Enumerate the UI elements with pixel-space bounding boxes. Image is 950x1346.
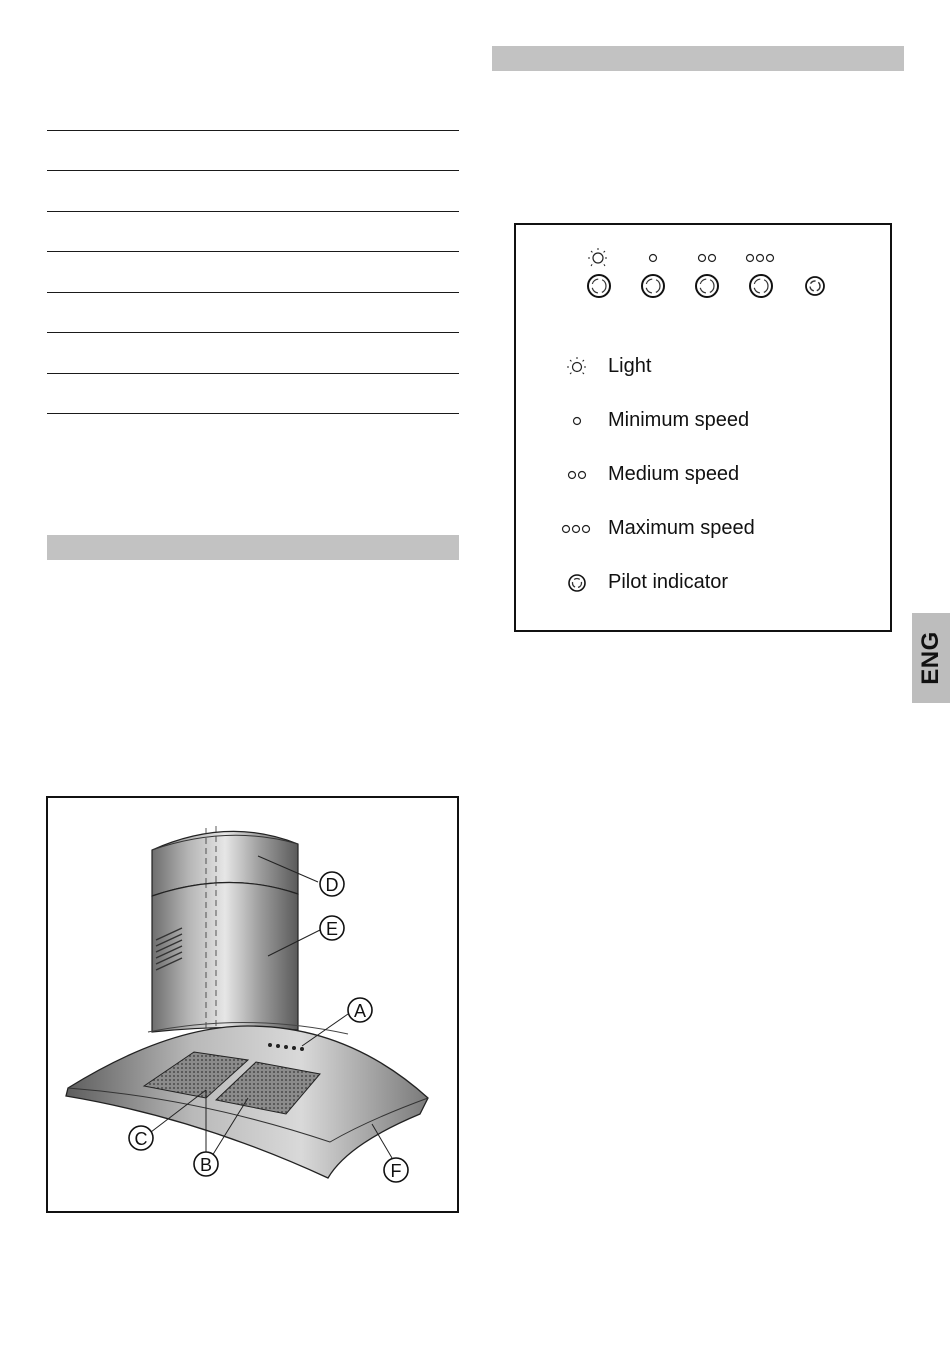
section-header-band (47, 535, 459, 560)
table-rule (47, 332, 459, 333)
callout-F (384, 1158, 408, 1182)
lower-chimney (152, 880, 298, 1032)
medium-speed-icon (552, 461, 602, 489)
callout-E (320, 916, 344, 940)
table-rule (47, 373, 459, 374)
language-tab-label: ENG (917, 631, 944, 685)
minimum-speed-button (642, 255, 664, 298)
pilot-indicator-icon (552, 569, 602, 597)
callout-C (129, 1126, 153, 1150)
callout-B (194, 1152, 218, 1176)
svg-text:E: E (325, 919, 339, 939)
callout-D (320, 872, 344, 896)
control-panel-frame (514, 223, 892, 632)
cooker-hood-illustration (48, 798, 457, 1211)
legend-label: Minimum speed (608, 409, 750, 431)
table-rule (47, 130, 459, 131)
control-buttons-row (516, 225, 890, 315)
light-icon (552, 353, 602, 381)
legend-label: Light (608, 355, 652, 377)
language-tab (912, 613, 950, 703)
table-rule (47, 413, 459, 414)
svg-text:D: D (325, 875, 339, 895)
table-rule (47, 211, 459, 212)
medium-speed-button (696, 255, 718, 298)
legend-label: Maximum speed (608, 517, 755, 539)
section-header-band (492, 46, 904, 71)
svg-text:B: B (199, 1155, 213, 1175)
light-button (588, 248, 610, 297)
table-rule (47, 292, 459, 293)
svg-text:A: A (353, 1001, 367, 1021)
hood-diagram-frame (46, 796, 459, 1213)
legend-label: Medium speed (608, 463, 740, 485)
table-rule (47, 251, 459, 252)
minimum-speed-icon (552, 407, 602, 435)
pilot-indicator-lamp (806, 277, 824, 295)
table-rule (47, 170, 459, 171)
maximum-speed-icon (552, 515, 602, 543)
svg-text:F: F (390, 1161, 402, 1181)
callout-A (348, 998, 372, 1022)
maximum-speed-button (747, 255, 774, 298)
legend-label: Pilot indicator (608, 571, 729, 593)
svg-text:C: C (134, 1129, 148, 1149)
